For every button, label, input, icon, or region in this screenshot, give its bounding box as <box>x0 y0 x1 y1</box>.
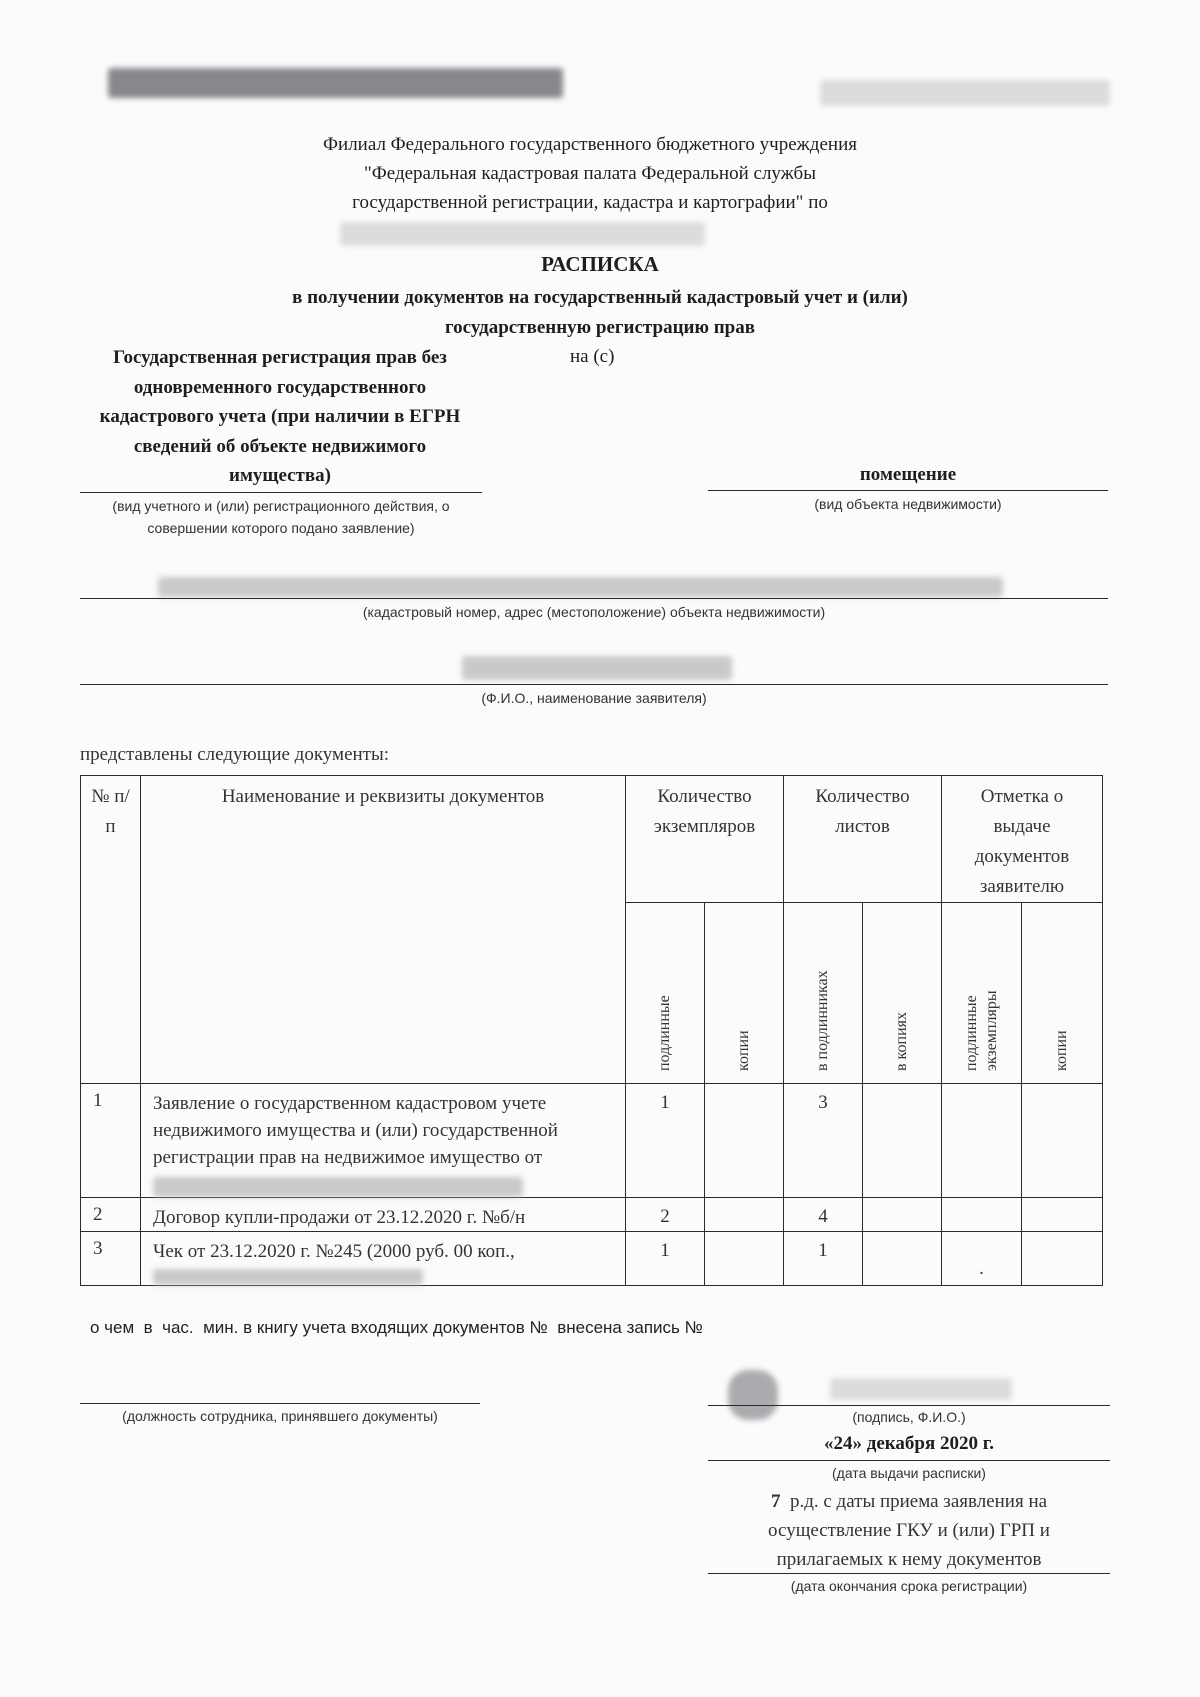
organization-line: Филиал Федерального государственного бюджетного учреждения <box>323 134 857 155</box>
row-issued-orig <box>942 1084 1022 1198</box>
row-sheets-copy <box>863 1198 942 1232</box>
issue-date-caption: (дата выдачи расписки) <box>832 1465 986 1481</box>
document-subtitle: в получении документов на государственный кадастровый учет и (или) государственную регистрацию прав <box>292 287 908 338</box>
row-copies-copy <box>705 1232 784 1286</box>
row-issued-orig: . <box>942 1232 1022 1286</box>
row-issued-copy <box>1022 1232 1103 1286</box>
row-num: 2 <box>81 1198 141 1232</box>
issue-date-rule <box>708 1460 1110 1461</box>
row-name: Чек от 23.12.2020 г. №245 (2000 руб. 00 коп., <box>141 1232 626 1286</box>
row-copies-copy <box>705 1198 784 1232</box>
row-sheets-orig: 4 <box>784 1198 863 1232</box>
organization-line: государственной регистрации, кадастра и картографии" по <box>352 192 828 213</box>
subheader-issued-orig: подлинные экземпляры <box>942 903 1022 1084</box>
document-title: РАСПИСКА <box>541 252 659 276</box>
signature-caption: (подпись, Ф.И.О.) <box>852 1409 966 1425</box>
redacted-applicant <box>462 656 732 680</box>
deadline-caption: (дата окончания срока регистрации) <box>790 1578 1028 1594</box>
row-num: 1 <box>81 1084 141 1198</box>
header-sheets: Количество листов <box>784 776 942 903</box>
row-issued-copy <box>1022 1084 1103 1198</box>
subheader-sheets-orig: в подлинниках <box>784 903 863 1084</box>
row-sheets-copy <box>863 1084 942 1198</box>
on-label: на (с) <box>570 346 615 367</box>
subheader-copies-orig: подлинные <box>626 903 705 1084</box>
applicant-caption: (Ф.И.О., наименование заявителя) <box>481 690 707 706</box>
header-name: Наименование и реквизиты документов <box>141 776 626 1084</box>
employee-rule <box>80 1403 480 1404</box>
redacted-header-right <box>820 80 1110 106</box>
action-rule <box>80 492 482 493</box>
row-sheets-orig: 1 <box>784 1232 863 1286</box>
object-rule <box>708 490 1108 491</box>
object-caption: (вид объекта недвижимости) <box>814 496 1002 512</box>
row-copies-orig: 2 <box>626 1198 705 1232</box>
action-caption: (вид учетного и (или) регистрационного действия, о совершении которого подано заявление) <box>112 498 450 536</box>
redacted-signer-name <box>830 1378 1012 1400</box>
redacted-region <box>340 222 705 246</box>
row-copies-orig: 1 <box>626 1232 705 1286</box>
redacted-cadastral <box>158 577 1003 597</box>
header-copies: Количество экземпляров <box>626 776 784 903</box>
applicant-rule <box>80 684 1108 685</box>
object-type: помещение <box>859 464 957 485</box>
row-name: Договор купли-продажи от 23.12.2020 г. №б/н <box>141 1198 626 1232</box>
table-row <box>81 1084 1103 1198</box>
redacted-receipt-detail <box>153 1269 423 1285</box>
cadastral-caption: (кадастровый номер, адрес (местоположение) объекта недвижимости) <box>362 604 826 620</box>
subheader-copies-copy: копии <box>705 903 784 1084</box>
organization-block <box>230 130 950 217</box>
redacted-date <box>153 1177 523 1197</box>
row-sheets-copy <box>863 1232 942 1286</box>
table-row <box>81 1198 1103 1232</box>
row-issued-copy <box>1022 1198 1103 1232</box>
issue-date: «24» декабря 2020 г. <box>823 1433 995 1454</box>
deadline-block: 7 р.д. с даты приема заявления на осуществление ГКУ и (или) ГРП и прилагаемых к нему документов <box>768 1491 1050 1570</box>
subheader-sheets-copy: в копиях <box>863 903 942 1084</box>
subheader-issued-copy: копии <box>1022 903 1103 1084</box>
deadline-number: 7 <box>770 1491 781 1512</box>
employee-caption: (должность сотрудника, принявшего документы) <box>122 1408 438 1424</box>
docs-intro: представлены следующие документы: <box>80 744 390 765</box>
row-copies-copy <box>705 1084 784 1198</box>
cadastral-rule <box>80 598 1108 599</box>
organization-line: "Федеральная кадастровая палата Федеральной службы <box>364 163 816 184</box>
record-line: о чем в час. мин. в книгу учета входящих документов № внесена запись № <box>90 1318 703 1337</box>
header-num: № п/п <box>81 776 141 1084</box>
row-name: Заявление о государственном кадастровом учете недвижимого имущества и (или) государственной регистрации прав на недвижимое имущество от <box>141 1084 626 1198</box>
deadline-rule <box>708 1573 1110 1574</box>
row-copies-orig: 1 <box>626 1084 705 1198</box>
redacted-header-left <box>108 68 563 98</box>
row-num: 3 <box>81 1232 141 1286</box>
row-sheets-orig: 3 <box>784 1084 863 1198</box>
header-issued: Отметка о выдаче документов заявителю <box>942 776 1103 903</box>
signature-rule <box>708 1405 1110 1406</box>
action-type: Государственная регистрация прав без одновременного государственного кадастрового учета (при наличии в ЕГРН сведений об объекте недвижимого имущества) <box>99 347 461 486</box>
table-row <box>81 1232 1103 1286</box>
documents-table <box>80 775 1103 1286</box>
row-issued-orig <box>942 1198 1022 1232</box>
